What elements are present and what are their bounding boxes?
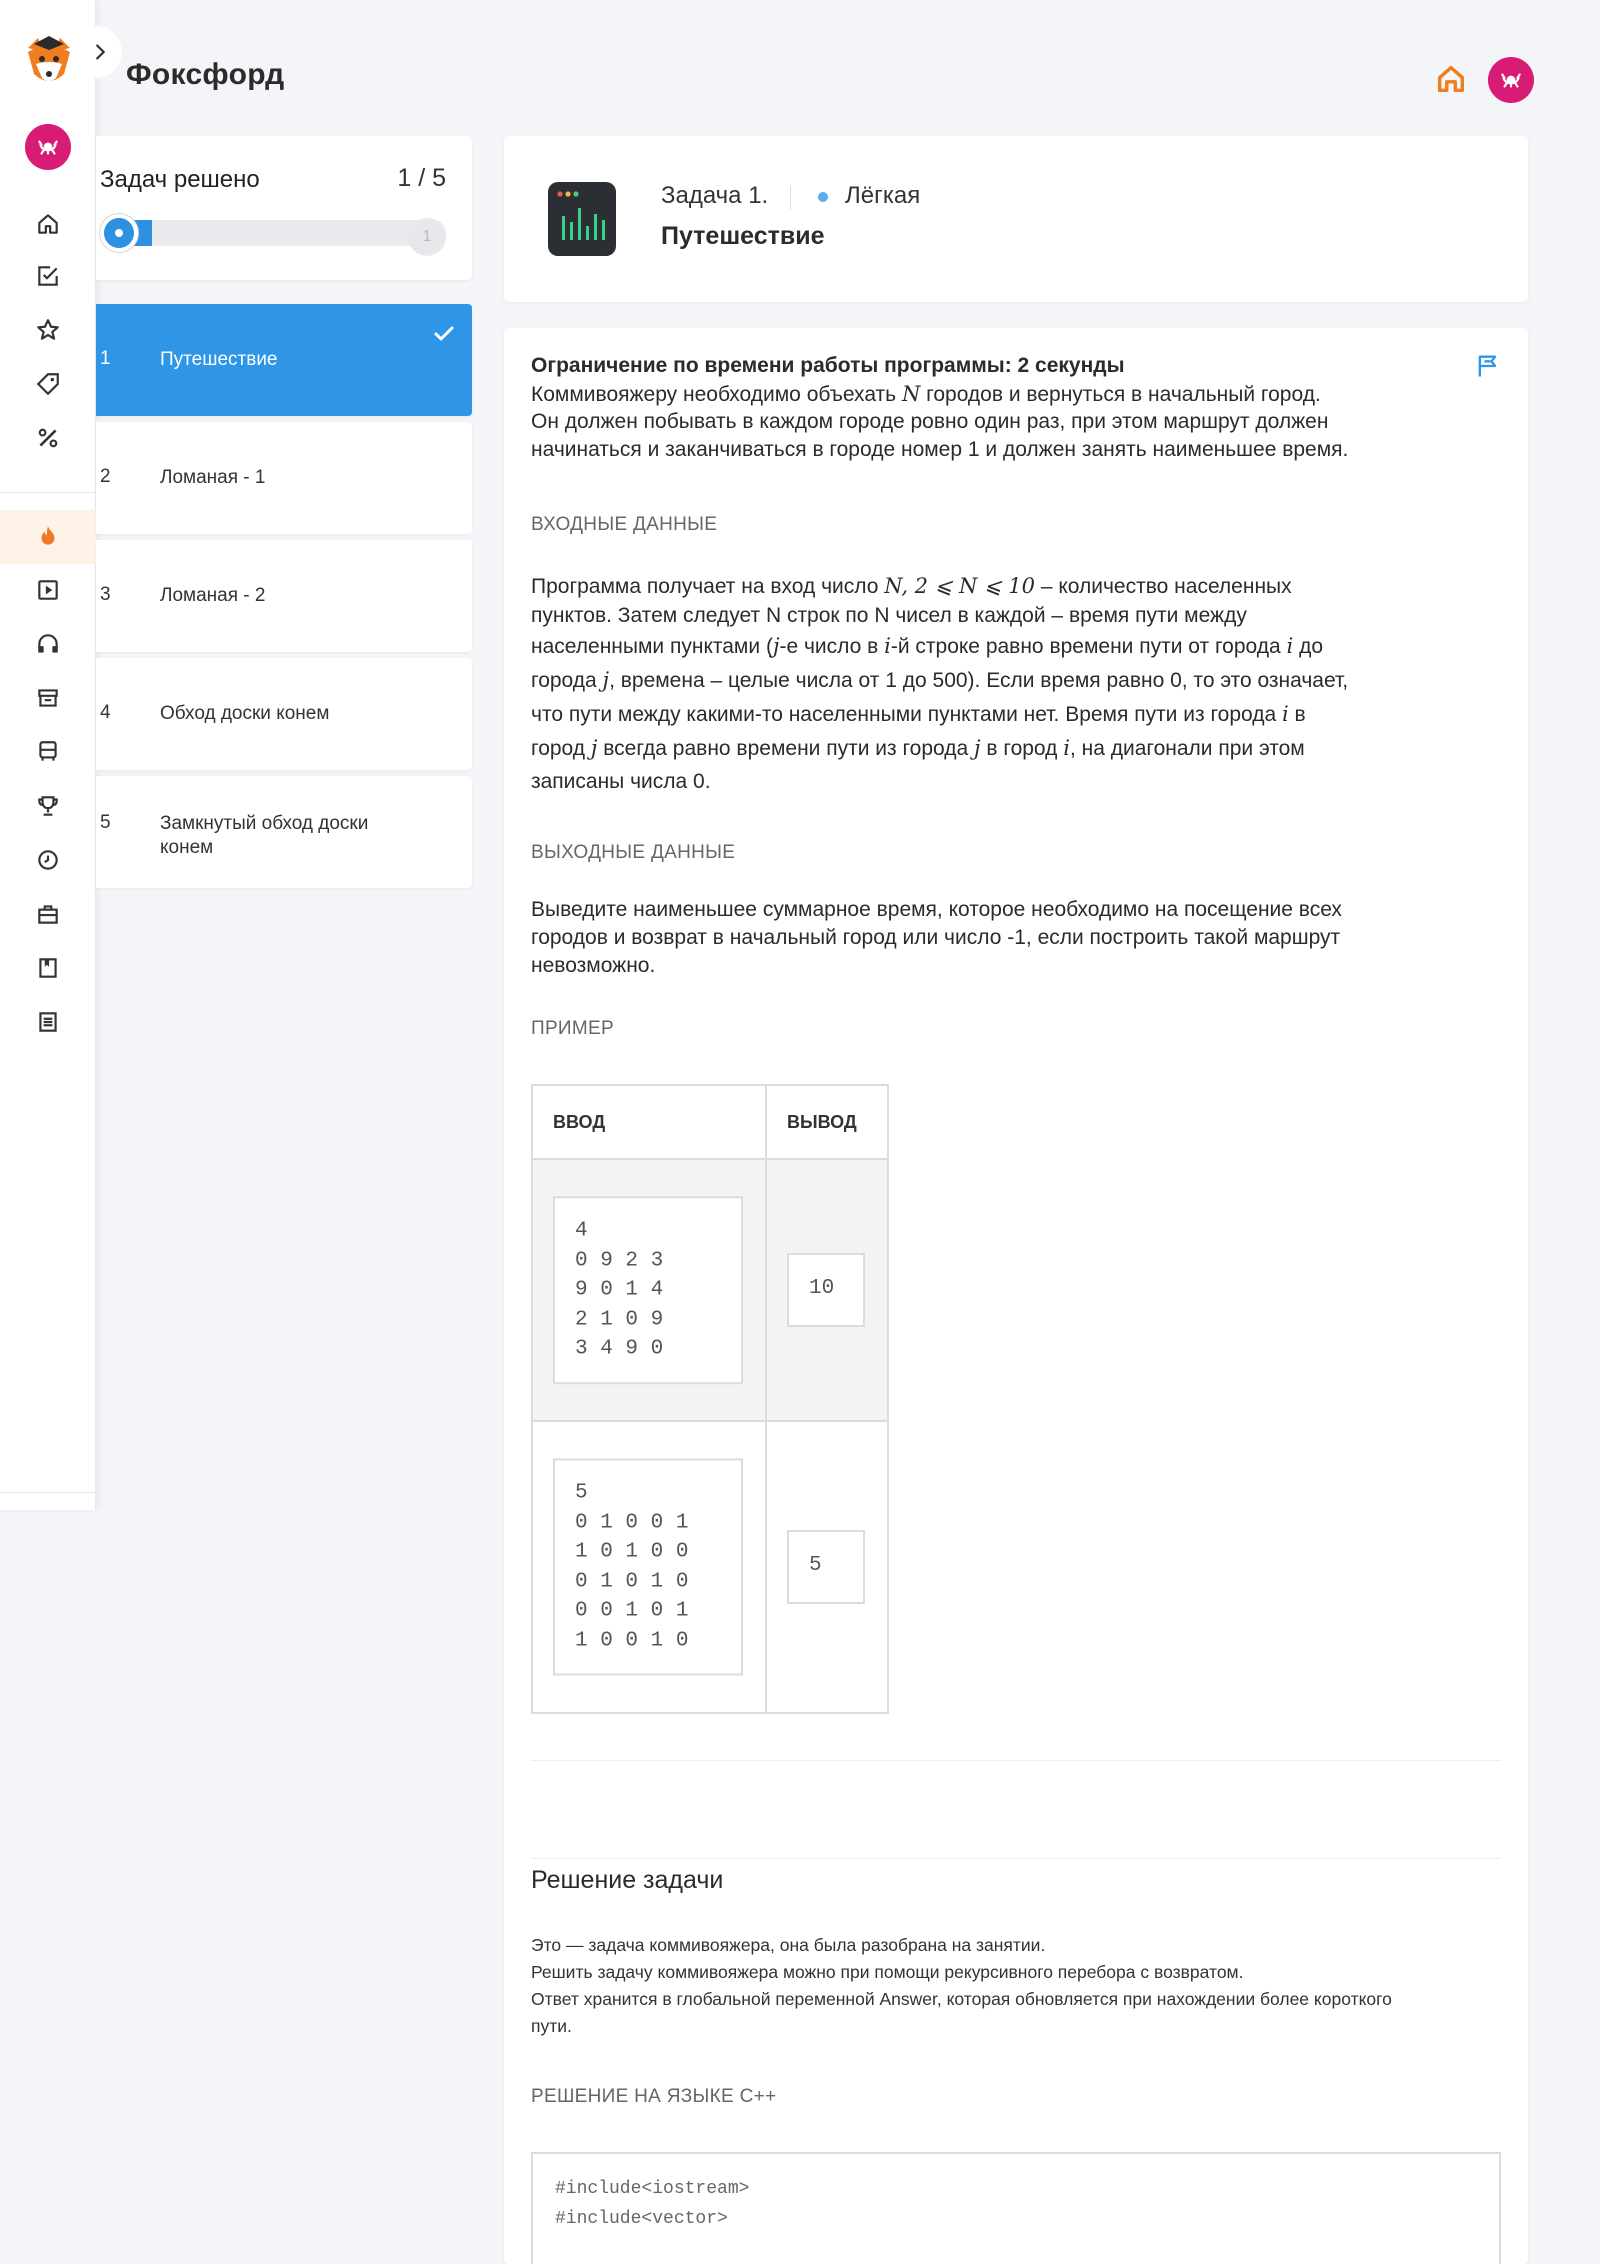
solution-line: Ответ хранится в глобальной переменной Answer, которая обновляется при нахождении более короткого <box>531 1989 1392 2009</box>
header-divider <box>790 186 791 210</box>
input-line: город j всегда равно времени пути из города j в город i, на диагонали при этом <box>531 736 1305 760</box>
rail-bottom-divider <box>0 1492 96 1493</box>
task-list <box>96 304 472 894</box>
solution-title: Решение задачи <box>531 1866 724 1894</box>
headphones-icon[interactable] <box>32 628 64 660</box>
home-icon[interactable] <box>1434 62 1468 96</box>
table-row <box>532 1421 888 1713</box>
tag-icon[interactable] <box>32 368 64 400</box>
example-input[interactable]: 4 0 9 2 3 9 0 1 4 2 1 0 9 3 4 9 0 <box>553 1196 743 1384</box>
example-input[interactable]: 5 0 1 0 0 1 1 0 1 0 0 0 1 0 1 0 0 0 1 0 1 1 0 0 1 0 <box>553 1459 743 1676</box>
column-header-input: ВВОД <box>532 1085 766 1159</box>
task-number-label: Задача 1. <box>661 182 769 209</box>
left-rail <box>0 0 96 1510</box>
statement-line: начинаться и заканчиваться в городе номер 1 и должен занять наименьшее время. <box>531 438 1349 461</box>
statement-line: Он должен побывать в каждом городе ровно один раз, при этом маршрут должен <box>531 410 1329 433</box>
briefcase-icon[interactable] <box>32 898 64 930</box>
solution-line: пути. <box>531 2016 572 2036</box>
example-output[interactable]: 10 <box>787 1253 865 1327</box>
progress-card <box>96 136 472 280</box>
check-icon <box>432 322 456 346</box>
task-number: 3 <box>100 584 111 605</box>
book-icon[interactable] <box>32 952 64 984</box>
star-icon[interactable] <box>32 314 64 346</box>
input-line: записаны числа 0. <box>531 770 711 793</box>
crab-icon <box>35 134 61 160</box>
input-line: что пути между какими-то населенными пунктами нет. Время пути из города i в <box>531 702 1306 726</box>
input-line: пунктов. Затем следует N строк по N чисел в каждой – время пути между <box>531 604 1247 627</box>
progress-knob <box>100 214 138 252</box>
play-icon[interactable] <box>32 574 64 606</box>
task-name: Обход доски конем <box>160 703 330 724</box>
task-item[interactable] <box>96 304 472 416</box>
trophy-icon[interactable] <box>32 790 64 822</box>
input-line: города j, времена – целые числа от 1 до 500). Если время равно 0, то это означает, <box>531 668 1349 692</box>
terminal-icon <box>546 178 618 258</box>
task-name: Путешествие <box>160 349 278 370</box>
output-line: городов и возврат в начальный город или число -1, если построить такой маршрут <box>531 926 1341 949</box>
solution-language-title: РЕШЕНИЕ НА ЯЗЫКЕ C++ <box>531 2086 777 2107</box>
column-header-output: ВЫВОД <box>766 1085 888 1159</box>
checklist-icon[interactable] <box>32 260 64 292</box>
solution-line: Решить задачу коммивояжера можно при помощи рекурсивного перебора с возвратом. <box>531 1962 1244 1982</box>
document-icon[interactable] <box>32 1006 64 1038</box>
statement-line: Коммивояжеру необходимо объехать N городов и вернуться в начальный город. <box>531 382 1321 406</box>
foxford-logo-icon[interactable] <box>24 34 74 88</box>
task-name: Ломаная - 2 <box>160 585 266 606</box>
percent-icon[interactable] <box>32 422 64 454</box>
progress-title: Задач решено <box>100 166 260 193</box>
user-avatar[interactable] <box>1488 57 1534 103</box>
fire-icon[interactable] <box>32 520 64 552</box>
task-name: Замкнутый обход доски конем <box>160 813 369 858</box>
chevron-right-icon <box>89 41 111 63</box>
task-number: 4 <box>100 702 111 723</box>
example-section-title: ПРИМЕР <box>531 1018 614 1039</box>
input-line: Программа получает на вход число N, 2 ⩽ N ⩽ 10 – количество населенных <box>531 574 1292 598</box>
task-item[interactable] <box>96 422 472 534</box>
user-avatar[interactable] <box>25 124 71 170</box>
bus-icon[interactable] <box>32 736 64 768</box>
report-flag-icon[interactable] <box>1474 352 1502 380</box>
section-divider <box>531 1760 1501 1761</box>
solution-line: Это — задача коммивояжера, она была разобрана на занятии. <box>531 1935 1046 1955</box>
brand-title[interactable]: Фоксфорд <box>126 58 285 91</box>
expand-sidebar-button[interactable] <box>78 26 122 78</box>
task-number: 5 <box>100 812 111 833</box>
solution-code[interactable]: #include<iostream> #include<vector> <box>531 2152 1501 2264</box>
solution-text <box>531 1932 1501 2040</box>
clock-icon[interactable] <box>32 844 64 876</box>
task-header-card <box>504 136 1528 302</box>
task-title: Путешествие <box>661 222 825 250</box>
section-divider <box>531 1858 1501 1859</box>
output-line: невозможно. <box>531 954 656 977</box>
task-item[interactable] <box>96 540 472 652</box>
table-row <box>532 1159 888 1421</box>
task-number: 2 <box>100 466 111 487</box>
examples-table <box>531 1084 889 1714</box>
task-item[interactable] <box>96 658 472 770</box>
output-section-title: ВЫХОДНЫЕ ДАННЫЕ <box>531 842 736 863</box>
task-content <box>504 328 1528 2264</box>
crab-icon <box>1498 67 1524 93</box>
store-icon[interactable] <box>32 682 64 714</box>
task-name: Ломаная - 1 <box>160 467 266 488</box>
difficulty-label: Лёгкая <box>845 182 921 209</box>
task-item[interactable] <box>96 776 472 888</box>
task-number: 1 <box>100 348 111 369</box>
output-line: Выведите наименьшее суммарное время, которое необходимо на посещение всех <box>531 898 1342 921</box>
time-limit: Ограничение по времени работы программы: 2 секунды <box>531 354 1125 377</box>
progress-count: 1 / 5 <box>397 164 446 192</box>
example-output[interactable]: 5 <box>787 1530 865 1604</box>
input-section-title: ВХОДНЫЕ ДАННЫЕ <box>531 514 718 535</box>
progress-end-marker: 1 <box>408 218 446 256</box>
rail-divider <box>0 492 96 493</box>
home-icon[interactable] <box>32 208 64 240</box>
input-line: населенными пунктами (j-е число в i-й строке равно времени пути от города i до <box>531 634 1324 658</box>
difficulty-dot <box>818 192 828 202</box>
